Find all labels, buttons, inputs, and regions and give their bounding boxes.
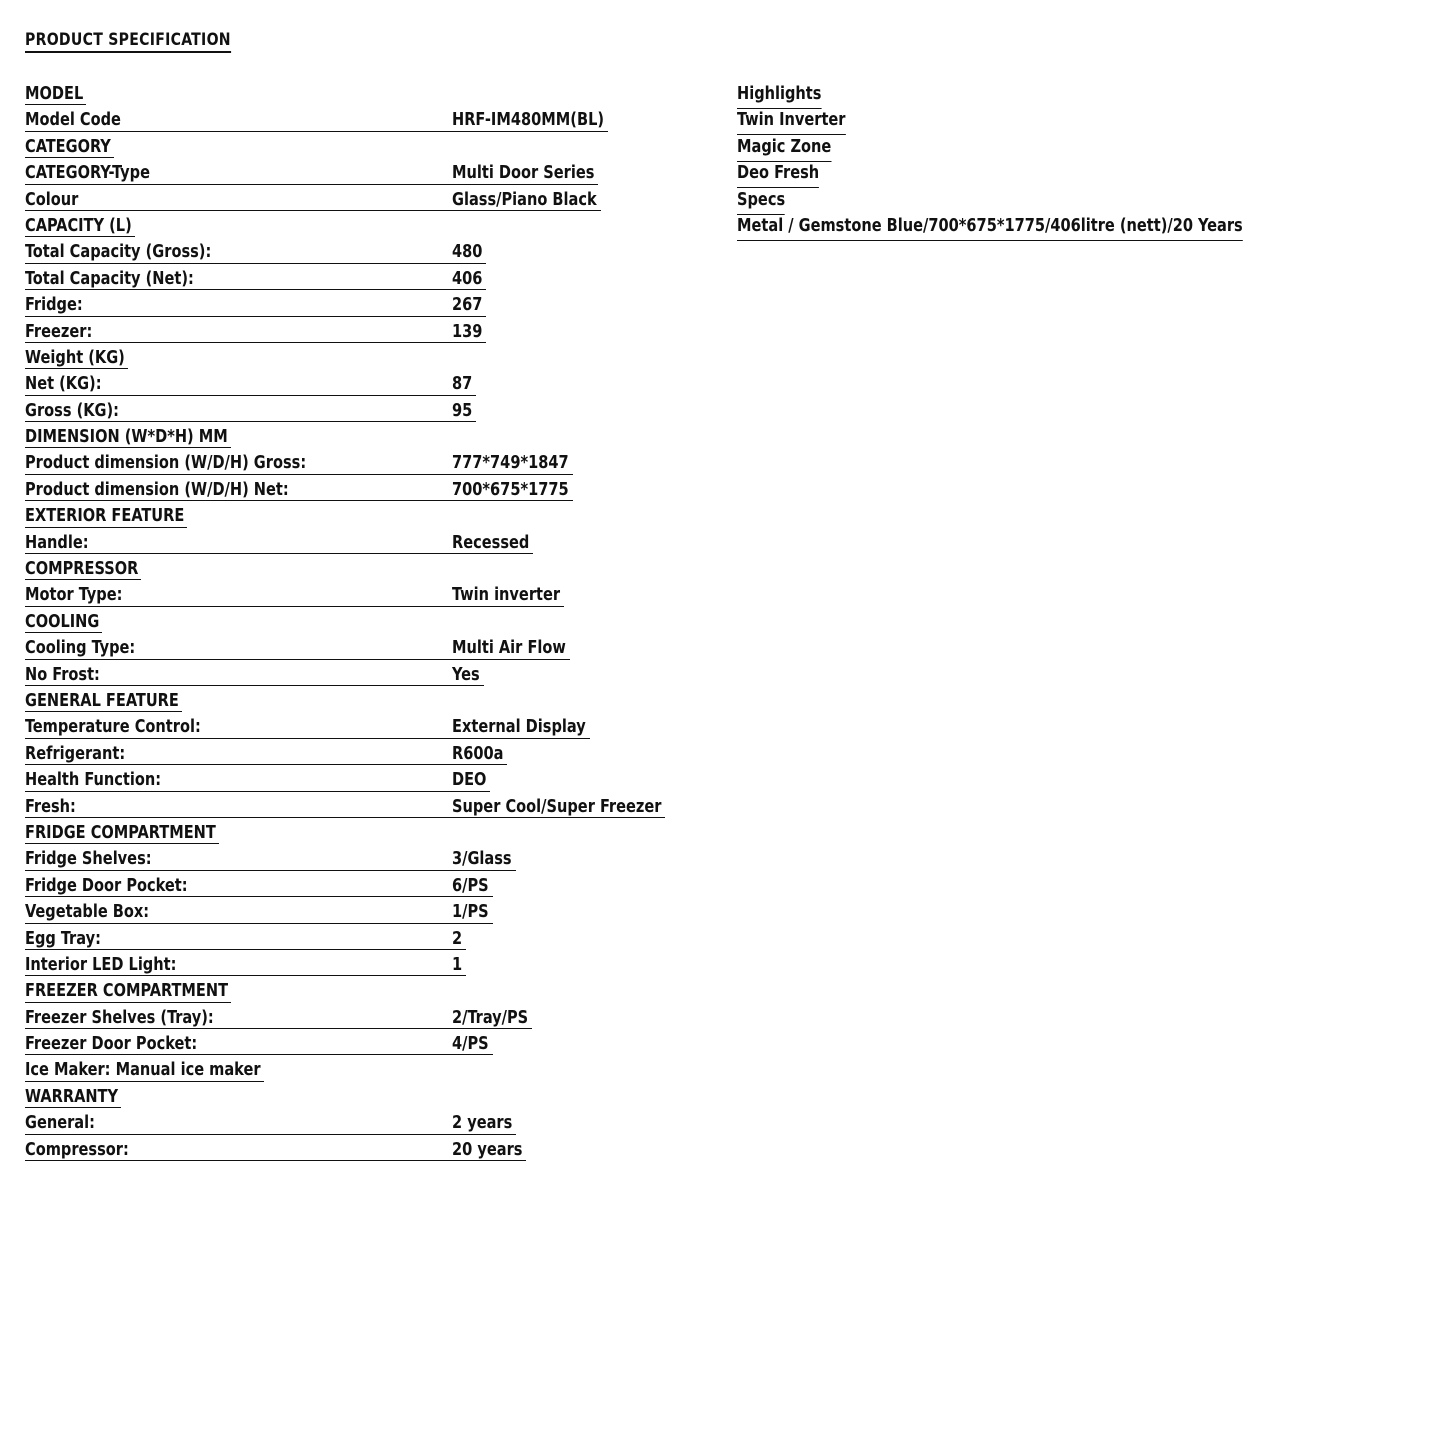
spec-label: Fridge Shelves:	[25, 848, 152, 870]
spec-section-header	[25, 689, 715, 715]
spec-label: FREEZER COMPARTMENT	[25, 980, 229, 1002]
spec-section-header	[25, 1085, 715, 1111]
spec-label: Cooling Type:	[25, 637, 136, 659]
spec-label: Model Code	[25, 109, 121, 131]
spec-value: 2/Tray/PS	[452, 1006, 529, 1028]
spec-label: Net (KG):	[25, 373, 102, 395]
highlight-row	[737, 161, 1377, 187]
spec-value: 4/PS	[452, 1033, 489, 1055]
spec-row	[25, 663, 715, 689]
spec-section-header	[25, 425, 715, 451]
specification-table	[25, 82, 715, 1164]
spec-label: General:	[25, 1112, 95, 1134]
spec-value: Multi Air Flow	[452, 637, 566, 659]
spec-row	[25, 161, 715, 187]
highlight-label: Specs	[737, 188, 785, 215]
spec-label: Vegetable Box:	[25, 901, 150, 923]
highlight-label: Highlights	[737, 82, 821, 109]
highlight-label: Metal / Gemstone Blue/700*675*1775/406litre (nett)/20 Years	[737, 214, 1243, 241]
spec-row	[25, 1006, 715, 1032]
spec-row	[25, 742, 715, 768]
spec-label: Gross (KG):	[25, 399, 120, 421]
spec-value: DEO	[452, 769, 487, 791]
spec-row	[25, 847, 715, 873]
spec-label: FRIDGE COMPARTMENT	[25, 821, 216, 843]
spec-label: No Frost:	[25, 663, 100, 685]
spec-row	[25, 636, 715, 662]
spec-row	[25, 531, 715, 557]
spec-value: 2 years	[452, 1112, 513, 1134]
spec-row	[25, 953, 715, 979]
spec-row	[25, 478, 715, 504]
spec-label: Fresh:	[25, 795, 76, 817]
spec-section-header	[25, 135, 715, 161]
spec-section-header	[25, 821, 715, 847]
spec-value: External Display	[452, 716, 586, 738]
spec-row	[25, 583, 715, 609]
spec-label: Fridge Door Pocket:	[25, 874, 188, 896]
spec-label: DIMENSION (W*D*H) MM	[25, 426, 228, 448]
spec-label: COOLING	[25, 610, 100, 632]
spec-section-header	[25, 610, 715, 636]
spec-label: CATEGORY	[25, 135, 111, 157]
spec-value: 480	[452, 241, 483, 263]
spec-value: 3/Glass	[452, 848, 512, 870]
spec-row	[25, 927, 715, 953]
spec-label: Handle:	[25, 531, 89, 553]
spec-row	[25, 320, 715, 346]
spec-value: 777*749*1847	[452, 452, 569, 474]
spec-label: Health Function:	[25, 769, 162, 791]
spec-row	[25, 188, 715, 214]
spec-value: 6/PS	[452, 874, 489, 896]
highlight-row	[737, 214, 1377, 240]
spec-row	[25, 1111, 715, 1137]
spec-row	[25, 399, 715, 425]
spec-label: Total Capacity (Gross):	[25, 241, 212, 263]
spec-value: Recessed	[452, 531, 530, 553]
highlight-label: Twin Inverter	[737, 108, 845, 135]
spec-label: Freezer Door Pocket:	[25, 1033, 198, 1055]
spec-section-header	[25, 557, 715, 583]
spec-row	[25, 795, 715, 821]
row-underline	[25, 316, 486, 317]
spec-label: Egg Tray:	[25, 927, 101, 949]
highlight-row	[737, 135, 1377, 161]
spec-row	[25, 108, 715, 134]
spec-value: R600a	[452, 742, 504, 764]
highlights-panel	[737, 82, 1377, 240]
spec-row	[25, 293, 715, 319]
spec-row	[25, 900, 715, 926]
spec-value: 2	[452, 927, 463, 949]
highlight-label: Magic Zone	[737, 135, 831, 162]
spec-value: Yes	[452, 663, 480, 685]
spec-value: Glass/Piano Black	[452, 188, 597, 210]
row-underline	[25, 342, 486, 343]
spec-row	[25, 768, 715, 794]
spec-value: Multi Door Series	[452, 162, 595, 184]
spec-label: Freezer:	[25, 320, 93, 342]
spec-label: EXTERIOR FEATURE	[25, 505, 185, 527]
spec-label: CAPACITY (L)	[25, 214, 132, 236]
spec-value: 1/PS	[452, 901, 489, 923]
spec-section-header	[25, 346, 715, 372]
spec-value: 87	[452, 373, 473, 395]
spec-label: Total Capacity (Net):	[25, 267, 194, 289]
spec-label: MODEL	[25, 83, 84, 104]
highlight-row	[737, 108, 1377, 134]
spec-row	[25, 267, 715, 293]
spec-value: Super Cool/Super Freezer	[452, 795, 662, 817]
spec-value: Twin inverter	[452, 584, 561, 606]
spec-section-header	[25, 214, 715, 240]
spec-section-header	[25, 82, 715, 108]
spec-value: 139	[452, 320, 483, 342]
spec-label: Compressor:	[25, 1138, 129, 1160]
spec-label: Product dimension (W/D/H) Net:	[25, 478, 289, 500]
spec-label: COMPRESSOR	[25, 558, 139, 580]
spec-label: Weight (KG)	[25, 346, 125, 368]
highlight-row	[737, 82, 1377, 108]
spec-row	[25, 715, 715, 741]
spec-row	[25, 1138, 715, 1164]
spec-section-header	[25, 504, 715, 530]
spec-label: WARRANTY	[25, 1085, 119, 1107]
spec-value: HRF-IM480MM(BL)	[452, 109, 605, 131]
spec-value: 20 years	[452, 1138, 523, 1160]
spec-label: CATEGORY-Type	[25, 162, 151, 184]
spec-label: GENERAL FEATURE	[25, 689, 179, 711]
spec-label: Colour	[25, 188, 79, 210]
spec-section-header	[25, 1058, 715, 1084]
spec-label: Ice Maker: Manual ice maker	[25, 1059, 261, 1081]
spec-label: Motor Type:	[25, 584, 123, 606]
spec-section-header	[25, 979, 715, 1005]
spec-value: 95	[452, 399, 473, 421]
spec-label: Temperature Control:	[25, 716, 201, 738]
spec-value: 267	[452, 294, 483, 316]
spec-label: Product dimension (W/D/H) Gross:	[25, 452, 307, 474]
spec-value: 1	[452, 953, 463, 975]
spec-label: Fridge:	[25, 294, 83, 316]
spec-row	[25, 451, 715, 477]
spec-row	[25, 372, 715, 398]
spec-row	[25, 874, 715, 900]
page-title: PRODUCT SPECIFICATION	[25, 30, 231, 53]
highlight-row	[737, 188, 1377, 214]
row-underline	[25, 1134, 516, 1135]
highlight-label: Deo Fresh	[737, 161, 819, 188]
spec-value: 700*675*1775	[452, 478, 569, 500]
spec-label: Interior LED Light:	[25, 953, 177, 975]
spec-value: 406	[452, 267, 483, 289]
spec-label: Freezer Shelves (Tray):	[25, 1006, 214, 1028]
spec-row	[25, 240, 715, 266]
spec-label: Refrigerant:	[25, 742, 126, 764]
spec-row	[25, 1032, 715, 1058]
